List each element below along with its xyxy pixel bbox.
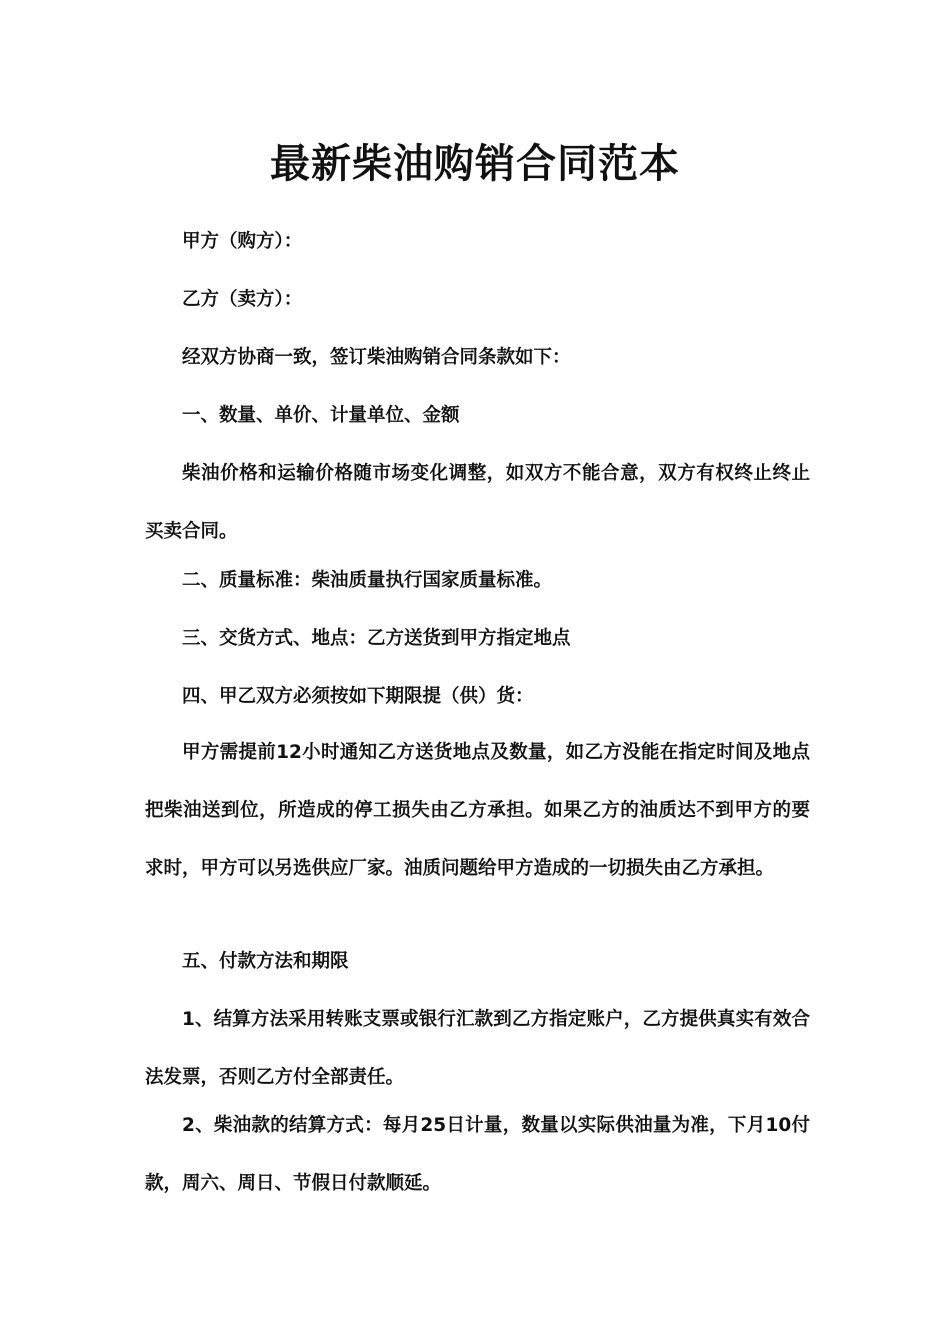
section-heading-3: 三、交货方式、地点：乙方送货到甲方指定地点 xyxy=(182,628,571,649)
document-title: 最新柴油购销合同范本 xyxy=(270,141,680,187)
intro-paragraph: 经双方协商一致，签订柴油购销合同条款如下： xyxy=(182,347,571,368)
section-heading-5: 五、付款方法和期限 xyxy=(182,951,349,972)
payment-clause-1: 1、结算方法采用转账支票或银行汇款到乙方指定账户，乙方提供真实有效合法发票，否则乙方付全部责任。 xyxy=(145,1009,810,1088)
delivery-paragraph: 甲方需提前12小时通知乙方送货地点及数量，如乙方没能在指定时间及地点把柴油送到位，所造成的停工损失由乙方承担。如果乙方的油质达不到甲方的要求时，甲方可以另选供应厂家。油质问题给甲方造成的一切损失由乙方承担。 xyxy=(145,742,810,879)
payment-clause-2: 2、柴油款的结算方式：每月25日计量，数量以实际供油量为准，下月10付款，周六、周日、节假日付款顺延。 xyxy=(145,1115,810,1194)
section-heading-4: 四、甲乙双方必须按如下期限提（供）货： xyxy=(182,686,534,707)
section-heading-2: 二、质量标准：柴油质量执行国家质量标准。 xyxy=(182,570,553,591)
party-b-line: 乙方（卖方）： xyxy=(182,289,303,310)
party-a-line: 甲方（购方）： xyxy=(182,231,303,252)
section-heading-1: 一、数量、单价、计量单位、金额 xyxy=(182,405,460,426)
price-paragraph: 柴油价格和运输价格随市场变化调整，如双方不能合意，双方有权终止终止买卖合同。 xyxy=(145,463,810,542)
